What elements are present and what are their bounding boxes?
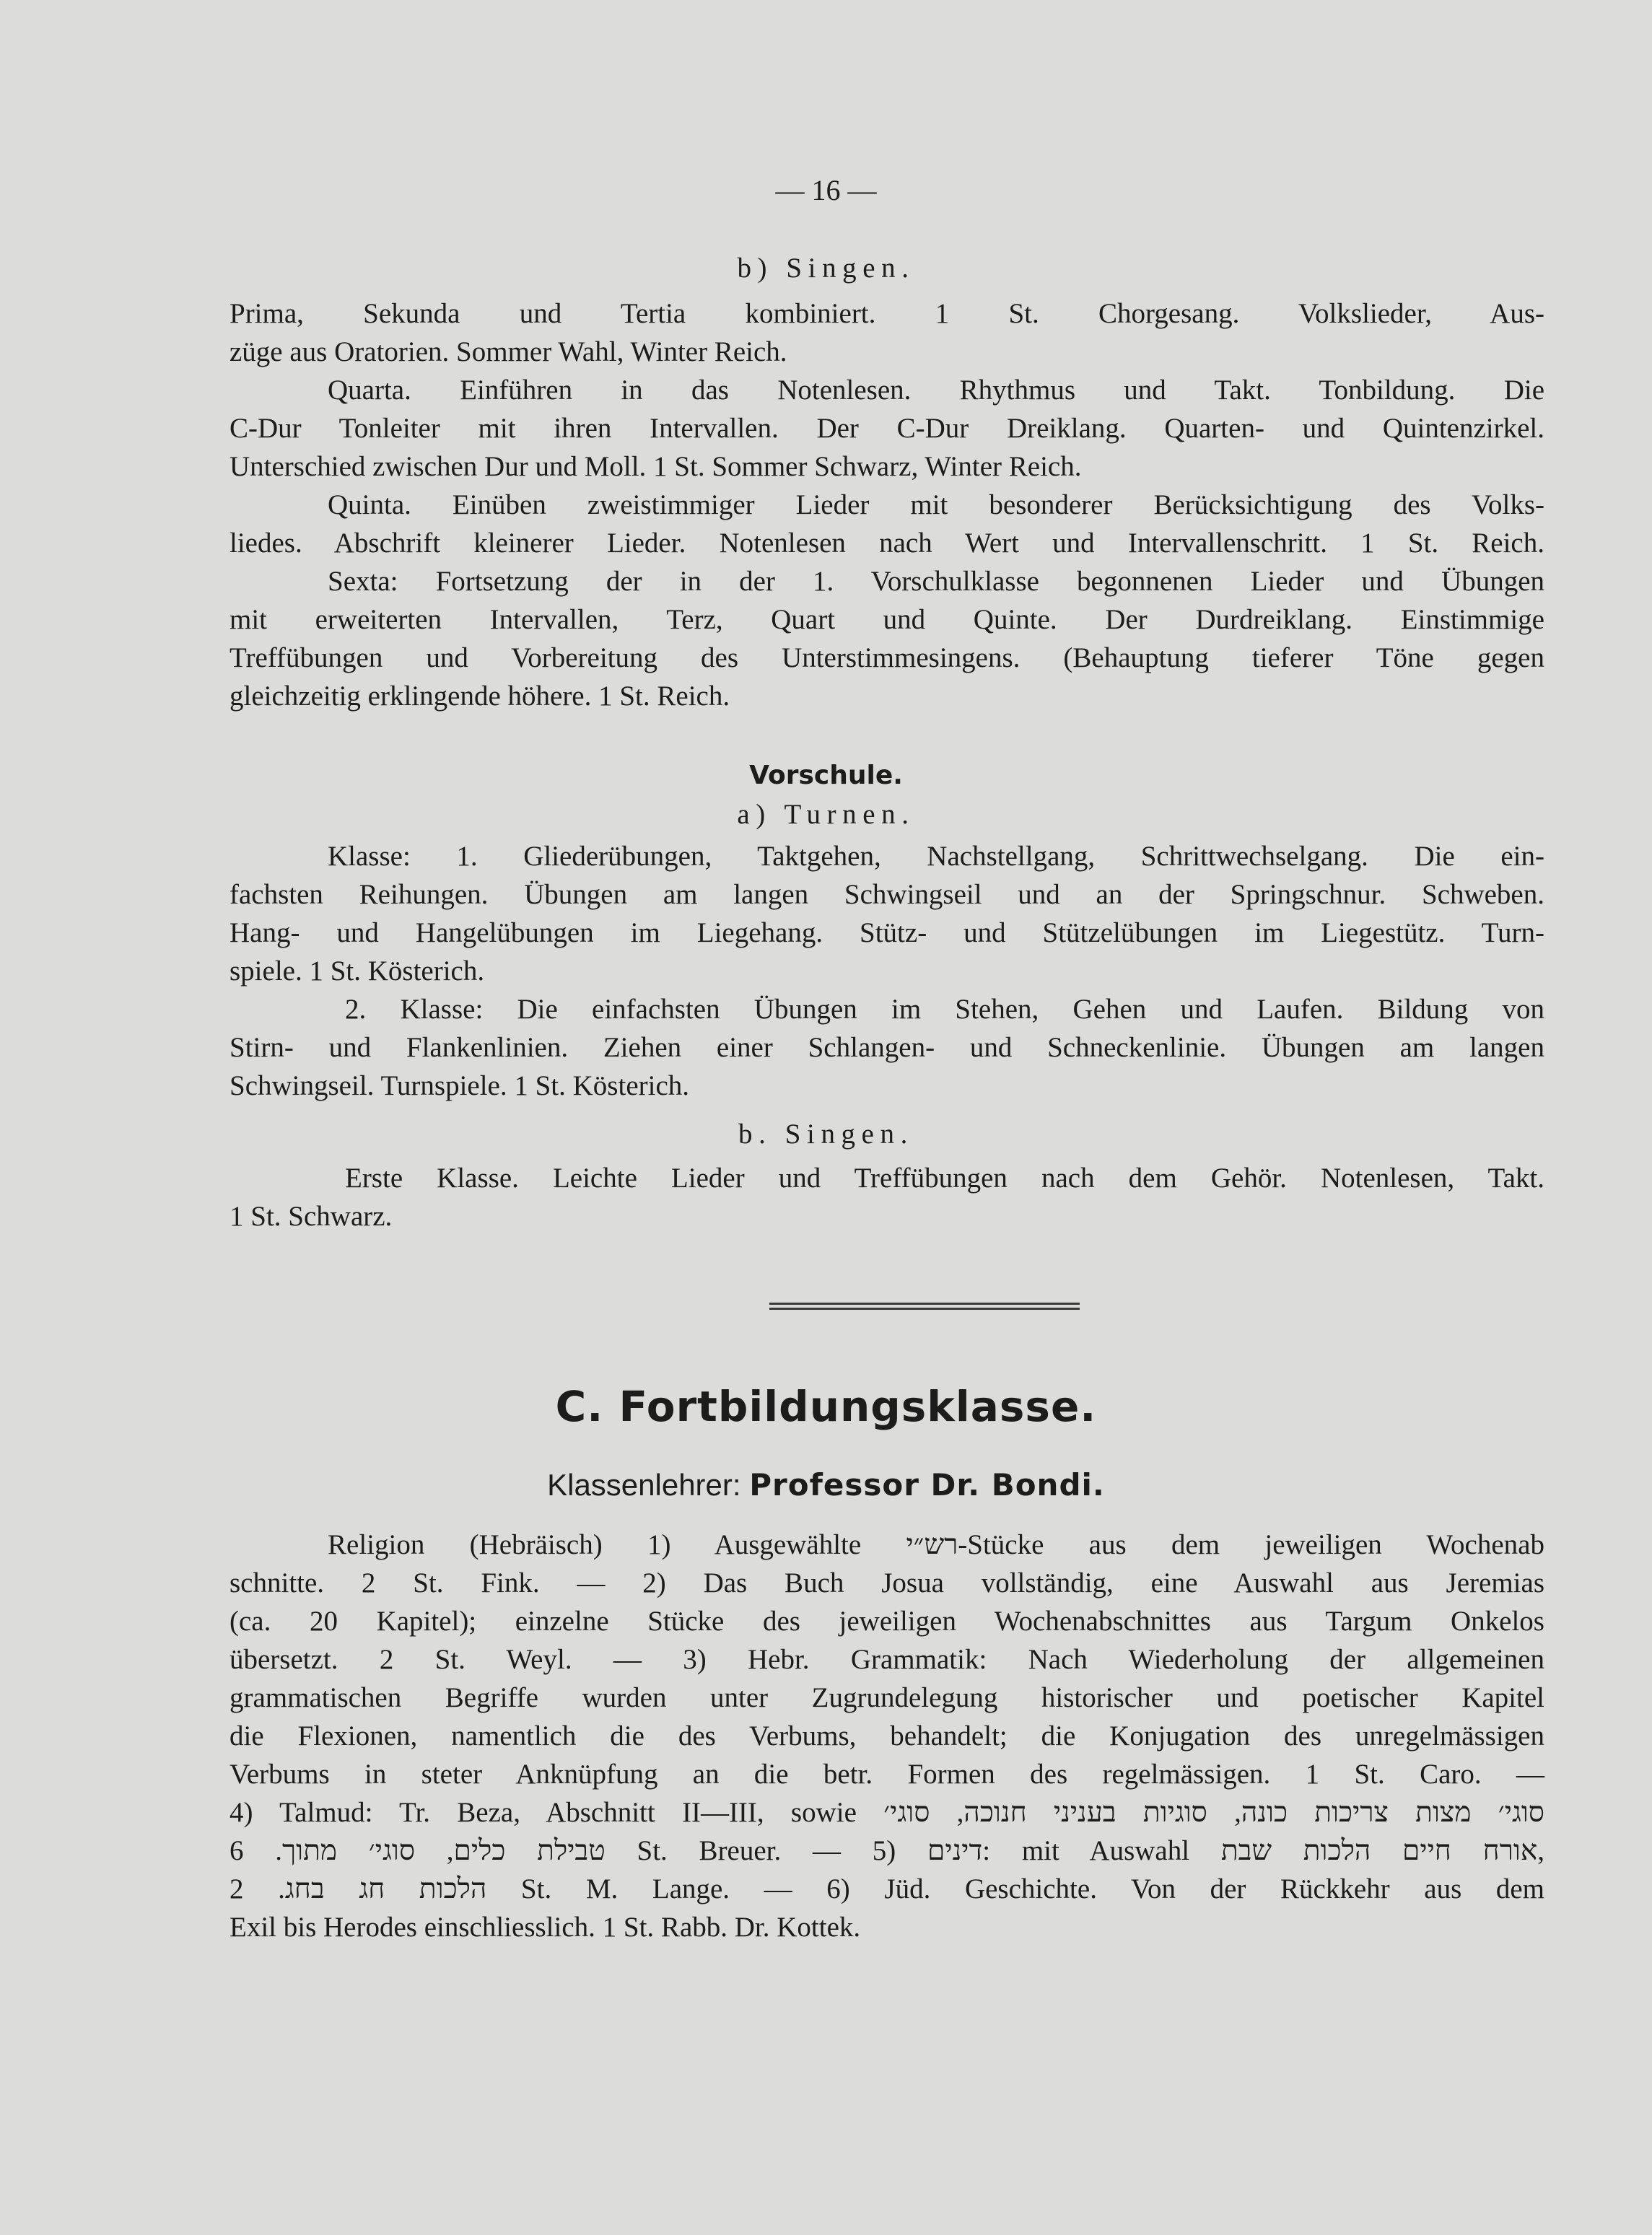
teacher-label: Klassenlehrer:	[547, 1468, 741, 1502]
singen-heading-text: b) Singen.	[737, 253, 915, 284]
section-divider	[769, 1303, 1080, 1314]
turnen-line-4: spiele. 1 St. Kösterich.	[230, 955, 485, 987]
vorschule-singen-heading-text: b. Singen.	[738, 1119, 914, 1150]
turnen-line-1: Klasse: 1. Gliederübungen, Taktgehen, Nachstellgang, Schrittwechselgang. Die ein-	[328, 841, 1544, 872]
vorschule-singen-line-2: 1 St. Schwarz.	[230, 1201, 393, 1232]
singen-line-7: liedes. Abschrift kleinerer Lieder. Notenlesen nach Wert und Intervallenschritt. 1 St. Reich.	[230, 528, 1544, 559]
religion-line-5: grammatischen Begriffe wurden unter Zugrundelegung historischer und poetischer Kapitel	[230, 1682, 1544, 1713]
divider-line-1	[769, 1303, 1080, 1305]
turnen-line-5: 2. Klasse: Die einfachsten Übungen im Stehen, Gehen und Laufen. Bildung von	[345, 994, 1544, 1025]
vorschule-singen-heading	[0, 1115, 1652, 1154]
turnen-line-2: fachsten Reihungen. Übungen am langen Schwingseil und an der Springschnur. Schweben.	[230, 879, 1544, 910]
turnen-heading	[0, 795, 1652, 834]
singen-line-10: Treffübungen und Vorbereitung des Unterstimmesingens. (Behauptung tieferer Töne gegen	[230, 642, 1544, 673]
singen-line-9: mit erweiterten Intervallen, Terz, Quart und Quinte. Der Durdreiklang. Einstimmige	[230, 604, 1544, 635]
turnen-line-6: Stirn- und Flankenlinien. Ziehen einer Schlangen- und Schneckenlinie. Übungen am langen	[230, 1032, 1544, 1063]
singen-line-6: Quinta. Einüben zweistimmiger Lieder mit besonderer Berücksichtigung des Volks-	[328, 489, 1544, 520]
singen-line-3: Quarta. Einführen in das Notenlesen. Rhythmus und Takt. Tonbildung. Die	[328, 375, 1544, 406]
singen-line-1: Prima, Sekunda und Tertia kombiniert. 1 St. Chorgesang. Volkslieder, Aus-	[230, 298, 1544, 329]
teacher-line	[0, 1467, 1652, 1503]
singen-line-8: Sexta: Fortsetzung der in der 1. Vorschulklasse begonnenen Lieder und Übungen	[328, 566, 1544, 597]
vorschule-heading: Vorschule.	[749, 761, 903, 790]
religion-line-8: 4) Talmud: Tr. Beza, Abschnitt II—III, sowie סוגי׳ מצות צריכות כונה, סוגיות בעניני חנוכה, סוגי׳	[230, 1797, 1544, 1828]
religion-line-10: הלכות חג בחג. 2 St. M. Lange. — 6) Jüd. Geschichte. Von der Rückkehr aus dem	[230, 1873, 1545, 1904]
religion-line-11: Exil bis Herodes einschliesslich. 1 St. Rabb. Dr. Kottek.	[230, 1912, 861, 1943]
teacher-name: Professor Dr. Bondi.	[749, 1467, 1105, 1503]
religion-line-4: übersetzt. 2 St. Weyl. — 3) Hebr. Grammatik: Nach Wiederholung der allgemeinen	[230, 1644, 1544, 1675]
singen-line-5: Unterschied zwischen Dur und Moll. 1 St. Sommer Schwarz, Winter Reich.	[230, 451, 1082, 482]
singen-line-2: züge aus Oratorien. Sommer Wahl, Winter Reich.	[230, 336, 787, 367]
singen-line-4: C-Dur Tonleiter mit ihren Intervallen. Der C-Dur Dreiklang. Quarten- und Quintenzirkel.	[230, 413, 1544, 444]
divider-line-2	[769, 1308, 1080, 1310]
religion-line-7: Verbums in steter Anknüpfung an die betr. Formen des regelmässigen. 1 St. Caro. —	[230, 1759, 1544, 1790]
turnen-heading-text: a) Turnen.	[737, 799, 915, 830]
religion-line-1: Religion (Hebräisch) 1) Ausgewählte רש״י-Stücke aus dem jeweiligen Wochenab	[328, 1529, 1544, 1560]
section-heading: C. Fortbildungsklasse.	[555, 1382, 1097, 1431]
religion-line-3: (ca. 20 Kapitel); einzelne Stücke des jeweiligen Wochenabschnittes aus Targum Onkelos	[230, 1606, 1544, 1637]
turnen-line-3: Hang- und Hangelübungen im Liegehang. Stütz- und Stützelübungen im Liegestütz. Turn-	[230, 917, 1544, 948]
vorschule-singen-line-1: Erste Klasse. Leichte Lieder und Treffübungen nach dem Gehör. Notenlesen, Takt.	[345, 1163, 1544, 1194]
religion-line-9: טבילת כלים, סוגי׳ מתוך. 6 St. Breuer. — 5) דינים: mit Auswahl אורח חיים הלכות שבת,	[230, 1835, 1545, 1866]
singen-line-11: gleichzeitig erklingende höhere. 1 St. Reich.	[230, 681, 730, 712]
singen-heading	[0, 249, 1652, 288]
religion-line-2: schnitte. 2 St. Fink. — 2) Das Buch Josua vollständig, eine Auswahl aus Jeremias	[230, 1567, 1544, 1598]
turnen-line-7: Schwingseil. Turnspiele. 1 St. Kösterich.	[230, 1070, 690, 1101]
page-number: — 16 —	[775, 174, 877, 206]
religion-line-6: die Flexionen, namentlich die des Verbums, behandelt; die Konjugation des unregelmässigen	[230, 1720, 1544, 1751]
